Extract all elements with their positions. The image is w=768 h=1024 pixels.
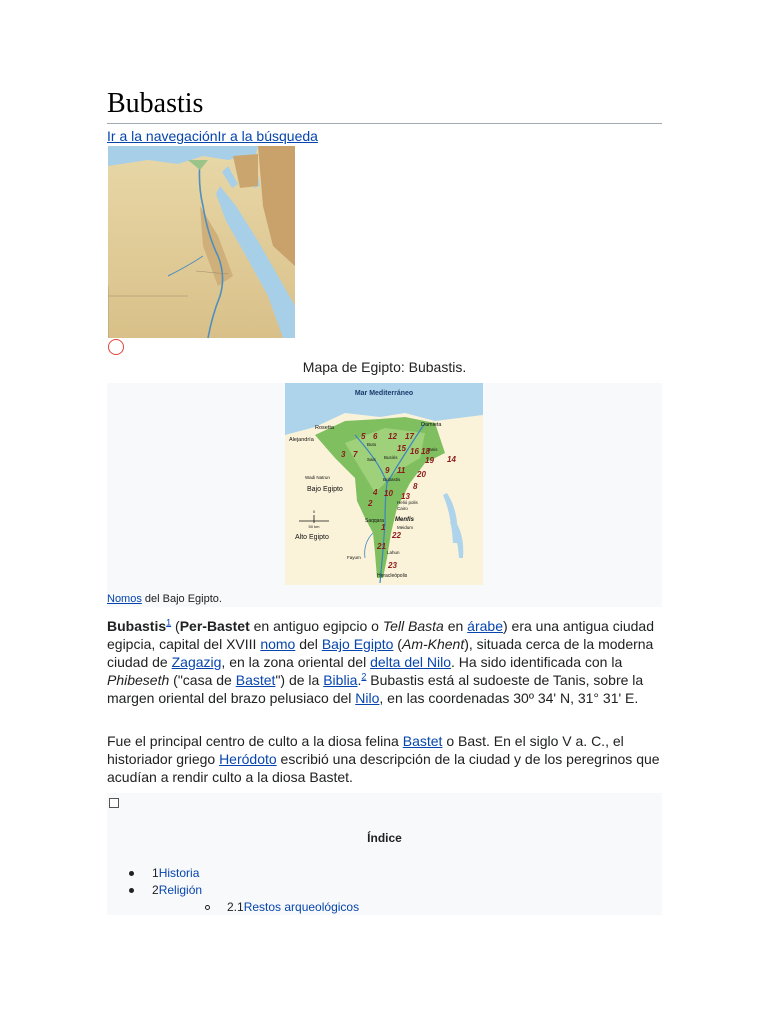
region-label-alto-egipto: Alto Egipto bbox=[295, 534, 329, 541]
toc-number: 1 bbox=[152, 866, 159, 880]
toc-number: 2.1 bbox=[227, 900, 244, 914]
text: Bubastis está al sudoeste de Tanis, sobre la margen oriental del brazo pelusiaco del bbox=[107, 672, 644, 706]
location-marker-icon bbox=[108, 339, 124, 355]
text: ), situada cerca de la moderna ciudad de bbox=[107, 636, 654, 670]
nome-number-19: 19 bbox=[425, 456, 434, 465]
arabe-link[interactable]: árabe bbox=[467, 618, 503, 634]
skip-to-navigation-link[interactable]: Ir a la navegación bbox=[107, 128, 218, 144]
nome-number-4: 4 bbox=[373, 488, 378, 497]
city-label-menfis: Menfis bbox=[395, 517, 415, 523]
text: , en la zona oriental del bbox=[221, 654, 371, 670]
text: ("casa de bbox=[169, 672, 236, 688]
nome-number-3: 3 bbox=[341, 450, 346, 459]
nome-number-7: 7 bbox=[353, 450, 358, 459]
text: ( bbox=[171, 618, 180, 634]
text: . bbox=[357, 672, 362, 688]
city-label-heliopolis: Helió polis bbox=[397, 500, 418, 505]
nome-number-17: 17 bbox=[405, 432, 414, 441]
lower-egypt-nomes-map bbox=[285, 383, 483, 585]
bastet-link[interactable]: Bastet bbox=[235, 672, 276, 688]
city-label-meidum: Meidum bbox=[397, 525, 414, 530]
nomos-link[interactable]: Nomos bbox=[107, 593, 142, 605]
toc-link-historia[interactable]: Historia bbox=[158, 866, 200, 880]
toc-subbullet-icon bbox=[205, 905, 210, 910]
map-caption: Mapa de Egipto: Bubastis. bbox=[302, 359, 467, 375]
city-label-rosetta: Rosetta bbox=[315, 425, 334, 431]
nome-number-14: 14 bbox=[447, 455, 456, 464]
city-label-heracleopolis: Heracleópolis bbox=[377, 573, 408, 579]
text: , en las coordenadas 30º 34' N, 31° 31' E. bbox=[379, 690, 639, 706]
nome-number-2: 2 bbox=[368, 499, 373, 508]
nome-number-18: 18 bbox=[421, 447, 430, 456]
ref-2-link[interactable]: 2 bbox=[361, 671, 367, 682]
text: . Ha sido identificada con la bbox=[451, 654, 623, 670]
intro-paragraph bbox=[107, 617, 662, 707]
city-label-wadi-natrun: Wadi Natrun bbox=[305, 475, 330, 480]
nome-number-9: 9 bbox=[385, 466, 390, 475]
toc-bullet-icon bbox=[129, 888, 134, 893]
italic-phibeseth: Phibeseth bbox=[107, 672, 170, 688]
bold-bubastis: Bubastis bbox=[107, 618, 167, 634]
text: Fue el principal centro de culto a la diosa felina bbox=[107, 733, 403, 749]
nome-number-8: 8 bbox=[413, 482, 418, 491]
sea-label: Mar Mediterráneo bbox=[354, 390, 414, 397]
biblia-link[interactable]: Biblia bbox=[323, 672, 358, 688]
nome-number-15: 15 bbox=[397, 444, 406, 453]
text: en bbox=[443, 618, 468, 634]
city-label-lahun: Lahun bbox=[387, 550, 400, 555]
nome-number-11: 11 bbox=[397, 466, 406, 475]
bastet-link-2[interactable]: Bastet bbox=[402, 733, 443, 749]
nome-number-5: 5 bbox=[361, 432, 366, 441]
city-label-cairo: Cairo bbox=[397, 506, 408, 511]
nome-number-13: 13 bbox=[401, 492, 410, 501]
egypt-location-map bbox=[108, 146, 295, 338]
text: o Bast. En el siglo V a. C., el historiador griego bbox=[107, 733, 624, 767]
nome-number-10: 10 bbox=[384, 489, 393, 498]
italic-tell-basta: Tell Basta bbox=[382, 618, 444, 634]
city-label-alejandria: Alejandría bbox=[289, 437, 314, 443]
nome-number-12: 12 bbox=[388, 432, 397, 441]
italic-am-khent: Am-Khent bbox=[401, 636, 465, 652]
city-label-bubastis: Bubastis bbox=[383, 477, 401, 482]
text: ") de la bbox=[275, 672, 324, 688]
text: ) era una antigua ciudad egipcia, capital del XVIII bbox=[107, 618, 654, 652]
toc-link-restos-arqueologicos[interactable]: Restos arqueológicos bbox=[243, 900, 360, 914]
text: ( bbox=[393, 636, 402, 652]
figure-caption bbox=[107, 593, 222, 605]
city-label-sais: Sais bbox=[367, 457, 376, 462]
nome-number-20: 20 bbox=[417, 470, 426, 479]
zagazig-link[interactable]: Zagazig bbox=[171, 654, 222, 670]
nome-number-16: 16 bbox=[410, 447, 419, 456]
city-label-fayum: Fayum bbox=[347, 555, 361, 560]
scale-zero: 0 bbox=[312, 509, 316, 514]
nome-number-22: 22 bbox=[392, 531, 401, 540]
city-label-damieta: Damieta bbox=[421, 422, 442, 428]
text: escribió una descripción de la ciudad y de los peregrinos que acudían a rendir culto a la diosa Bastet. bbox=[107, 751, 660, 785]
region-label-bajo-egipto: Bajo Egipto bbox=[307, 486, 343, 493]
toc-toggle-checkbox[interactable] bbox=[109, 798, 119, 808]
toc-link-religion[interactable]: Religión bbox=[158, 883, 203, 897]
skip-links bbox=[107, 128, 318, 144]
scale-distance: 50 km bbox=[308, 524, 320, 529]
page-title: Bubastis bbox=[107, 88, 204, 119]
delta-del-nilo-link[interactable]: delta del Nilo bbox=[370, 654, 452, 670]
skip-to-search-link[interactable]: Ir a la búsqueda bbox=[217, 128, 318, 144]
text: del bbox=[295, 636, 322, 652]
bold-per-bastet: Per-Bastet bbox=[179, 618, 250, 634]
city-label-busiris: Busiris bbox=[384, 455, 398, 460]
nome-number-21: 21 bbox=[377, 542, 386, 551]
toc-item-historia[interactable] bbox=[152, 866, 199, 880]
nomo-link[interactable]: nomo bbox=[260, 636, 296, 652]
toc-item-restos-arqueologicos[interactable] bbox=[227, 900, 359, 914]
herodoto-link[interactable]: Heródoto bbox=[219, 751, 277, 767]
bajo-egipto-link[interactable]: Bajo Egipto bbox=[321, 636, 394, 652]
city-label-buto: Buto bbox=[367, 442, 377, 447]
nome-number-1: 1 bbox=[381, 523, 386, 532]
text: en antiguo egipcio o bbox=[249, 618, 383, 634]
toc-bullet-icon bbox=[129, 871, 134, 876]
city-label-tanis: Tanis bbox=[427, 447, 438, 452]
nome-number-23: 23 bbox=[388, 561, 397, 570]
religion-paragraph bbox=[107, 732, 662, 786]
nilo-link[interactable]: Nilo bbox=[355, 690, 380, 706]
toc-number: 2 bbox=[152, 883, 159, 897]
figure-caption-text: del Bajo Egipto. bbox=[141, 593, 222, 605]
ref-1-link[interactable]: 1 bbox=[166, 617, 172, 628]
title-divider bbox=[107, 123, 662, 124]
nome-number-6: 6 bbox=[373, 432, 378, 441]
city-label-saqqara: Saqqara bbox=[365, 518, 384, 524]
toc-title: Índice bbox=[367, 831, 402, 845]
toc-item-religion[interactable] bbox=[152, 883, 202, 897]
